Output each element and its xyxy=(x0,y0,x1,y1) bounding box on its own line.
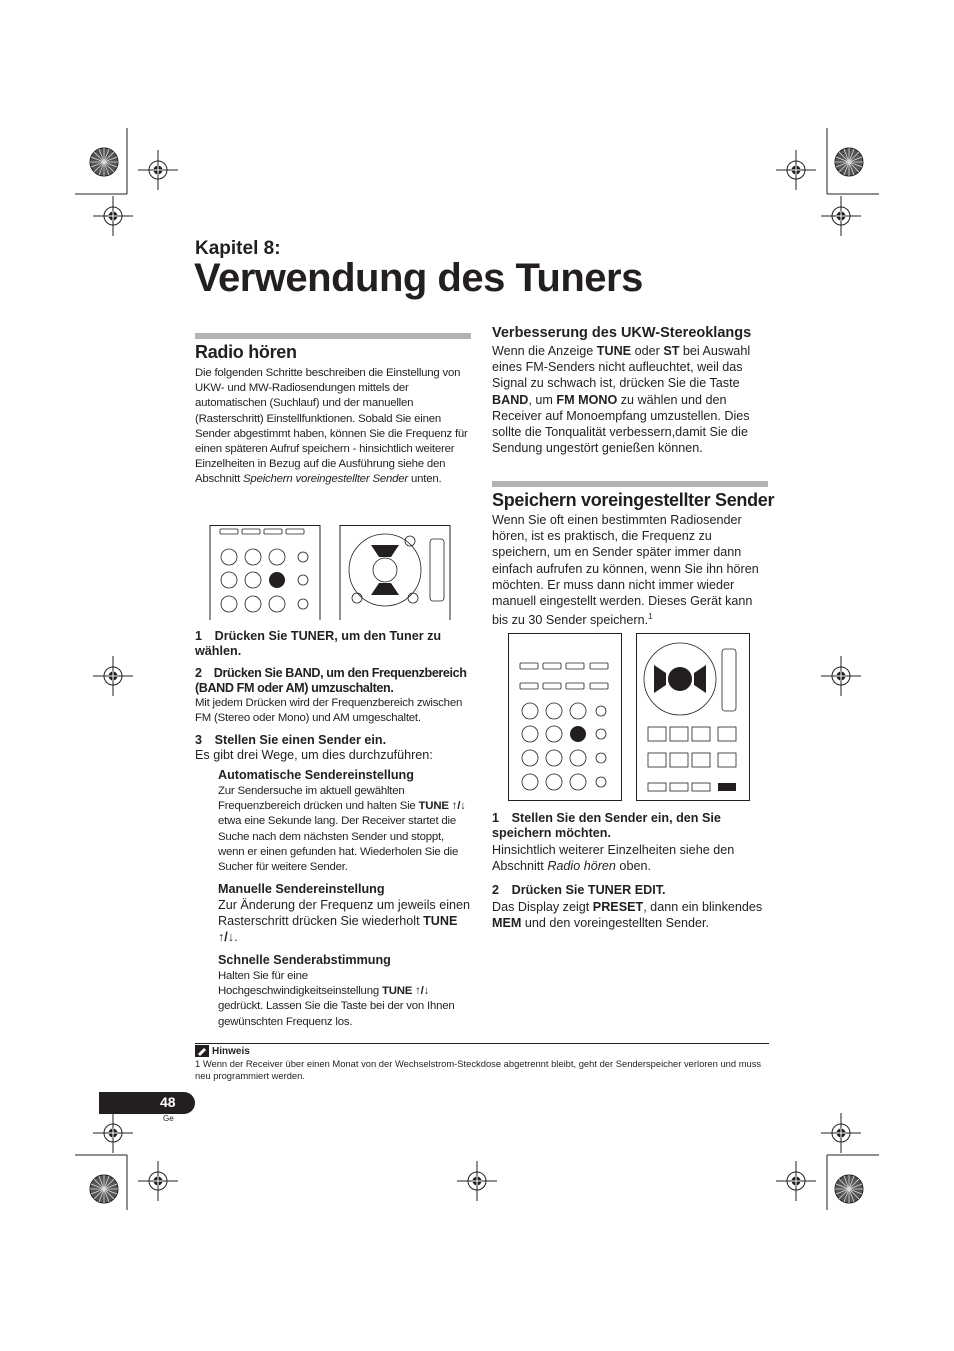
ukw-paragraph: Wenn die Anzeige TUNE oder ST bei Auswahl eines FM-Senders nicht aufleuchtet, weil das Signal zu schwach ist, drücken Sie die Taste BAND, um FM MONO zu wählen und den Receiver auf Monoempfang umzustellen. Dies sollte die Tonqualität verbessern,damit Sie die Sendung ungestört genießen können. xyxy=(492,344,751,456)
page-number: 48 xyxy=(160,1094,176,1110)
page-title: Verwendung des Tuners xyxy=(194,256,643,300)
auto-tuning-heading: Automatische Sendereinstellung xyxy=(218,768,414,782)
step-3-heading: 3 Stellen Sie einen Sender ein. xyxy=(195,733,387,747)
auto-tuning-text: Zur Sendersuche im aktuell gewählten Frequenzbereich drücken und halten Sie TUNE ↑/↓ etwa eine Sekunde lang. Der Receiver startet die Suche nach dem nächsten Sender und stoppt, wenn er einen gefunden hat. Wiederholen Sie die Sucher für weitere Sender. xyxy=(218,785,466,874)
note-label: Hinweis xyxy=(212,1046,250,1057)
manual-tuning-heading: Manuelle Sendereinstellung xyxy=(218,882,385,896)
language-code: Ge xyxy=(163,1114,174,1123)
remote-control-drawing xyxy=(508,633,752,801)
step-3-text: Es gibt drei Wege, um dies durchzuführen: xyxy=(195,748,433,762)
section-bar xyxy=(195,333,471,339)
heading-preset: Speichern voreingestellter Sender xyxy=(492,490,775,510)
chapter-label: Kapitel 8: xyxy=(195,238,281,259)
preset-step-1-heading: 1 Stellen Sie den Sender ein, den Sie speichern möchten. xyxy=(492,811,721,840)
note-pencil-icon xyxy=(195,1045,209,1057)
preset-paragraph: Wenn Sie oft einen bestimmten Radiosender hören, ist es praktisch, die Frequenz zu speichern, um en Sender später immer dann einfach aufrufen zu können, wenn Sie ihn hören möchten. Er muss dann nicht immer wieder manuell eingestellt werden. Dieses Gerät kann bis zu 30 Sender speichern.$^1$ xyxy=(492,513,759,628)
note-rule xyxy=(195,1043,769,1044)
step-2-heading: 2 Drücken Sie BAND, um den Frequenzbereich (BAND FM oder AM) umzuschalten. xyxy=(195,666,467,695)
remote-illustration-1 xyxy=(195,525,455,615)
heading-radio-hoeren: Radio hören xyxy=(195,342,297,362)
preset-step-2-heading: 2 Drücken Sie TUNER EDIT. xyxy=(492,883,666,897)
step-2-text: Mit jedem Drücken wird der Frequenzbereich zwischen FM (Stereo oder Mono) und AM umgeschaltet. xyxy=(195,697,463,725)
preset-step-1-text: Hinsichtlich weiterer Einzelheiten siehe den Abschnitt Radio hören oben. xyxy=(492,843,735,874)
preset-step-2-text: Das Display zeigt PRESET, dann ein blinkendes MEM und den voreingestellten Sender. xyxy=(492,900,763,931)
page-number-tab xyxy=(99,1092,195,1114)
heading-ukw-stereo: Verbesserung des UKW-Stereoklangs xyxy=(492,325,752,341)
footnote-ref: 1 xyxy=(648,612,653,622)
quick-tuning-heading: Schnelle Senderabstimmung xyxy=(218,953,391,967)
note-text: 1 Wenn der Receiver über einen Monat von der Wechselstrom-Steckdose abgetrennt bleibt, geht der Senderspeicher verloren und muss neu programmiert werden. xyxy=(195,1058,762,1082)
manual-tuning-text: Zur Änderung der Frequenz um jeweils einen Rasterschritt drücken Sie wiederholt TUNE ↑/↓. xyxy=(218,898,471,945)
section-bar xyxy=(492,481,768,487)
quick-tuning-text: Halten Sie für eine Hochgeschwindigkeitseinstellung TUNE ↑/↓ gedrückt. Lassen Sie die Taste bei der von Ihnen gewünschten Frequenz los. xyxy=(218,970,455,1028)
remote-illustration-2 xyxy=(508,633,752,801)
intro-paragraph: Die folgenden Schritte beschreiben die Einstellung von UKW- und MW-Radiosendungen mittels der automatischen (Suchlauf) und der manuellen (Rasterschritt) Einstellfunktionen. Sobald Sie einen Sender abgestimmt haben, können Sie die Frequenz für einen späteren Aufruf speichern - hinsichtlich weiterer Einzelheiten in Bezug auf die Ausführung siehe den Abschnitt Speichern voreingestellter Sender unten. xyxy=(195,367,468,486)
step-1-heading: 1 Drücken Sie TUNER, um den Tuner zu wählen. xyxy=(195,629,442,658)
remote-control-drawing xyxy=(195,525,455,620)
